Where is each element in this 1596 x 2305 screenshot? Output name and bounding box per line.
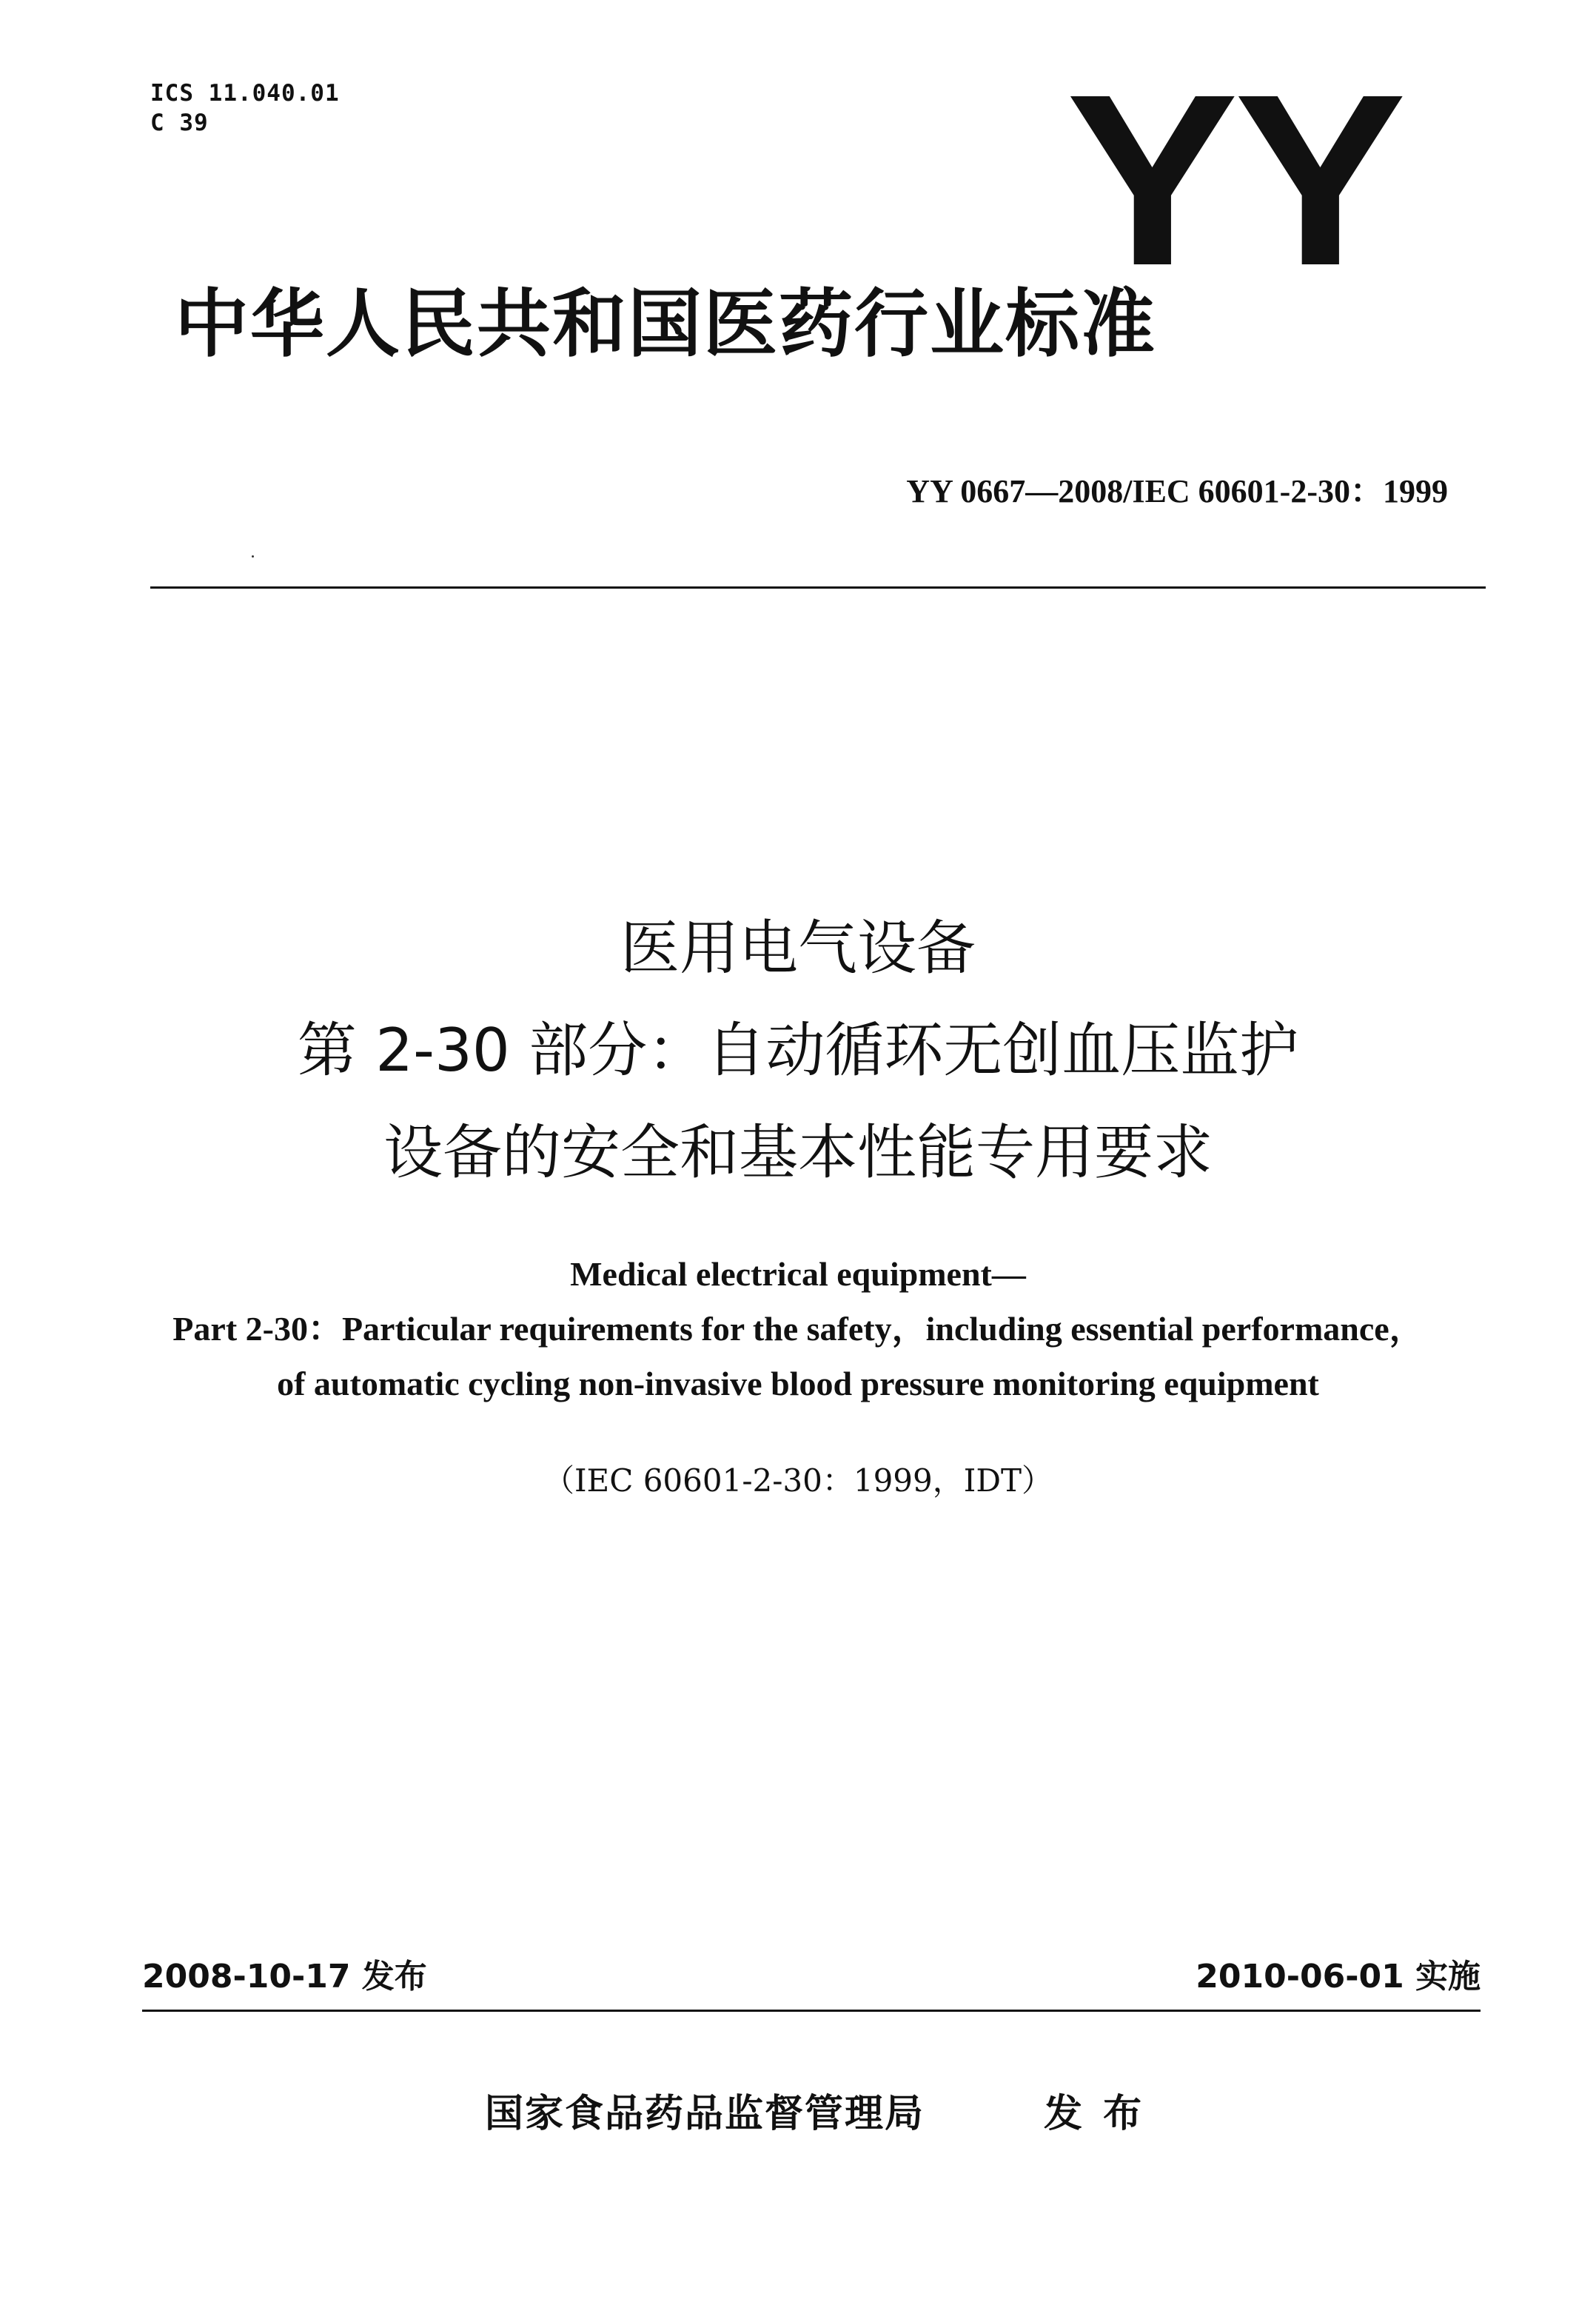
chinese-title-line-1: 医用电气设备 (620, 914, 976, 983)
english-title-line-2: Part 2-30：Particular requirements for the safety，including essential performance， (172, 1310, 1424, 1348)
english-title-line-3: of automatic cycling non-invasive blood pressure monitoring equipment (277, 1365, 1319, 1402)
publisher-name: 国家食品药品监督管理局 (485, 2092, 925, 2136)
ccs-code: C 39 (150, 110, 209, 136)
issue-date: 2008-10-17 发布 (142, 1958, 427, 1995)
standard-number: YY 0667—2008/IEC 60601-2-30：1999 (906, 473, 1448, 509)
chinese-title (0, 897, 1596, 1204)
implementation-date: 2010-06-01 实施 (1196, 1958, 1481, 1995)
bottom-divider (142, 2010, 1481, 2012)
publish-label: 发 布 (1044, 2092, 1142, 2136)
classification-codes (150, 78, 340, 138)
english-title (0, 1247, 1596, 1411)
standard-title: 中华人民共和国医药行业标准 (175, 280, 1156, 367)
chinese-title-line-3: 设备的安全和基本性能专用要求 (383, 1118, 1213, 1187)
chinese-title-line-2: 第 2-30 部分：自动循环无创血压监护 (297, 1016, 1299, 1085)
top-divider (150, 586, 1486, 589)
iec-reference: （IEC 60601-2-30：1999，IDT） (543, 1462, 1053, 1499)
speck (252, 555, 254, 558)
yy-logo: YY (1066, 43, 1402, 316)
english-title-line-1: Medical electrical equipment— (570, 1255, 1026, 1293)
ics-code: ICS 11.040.01 (150, 80, 340, 107)
